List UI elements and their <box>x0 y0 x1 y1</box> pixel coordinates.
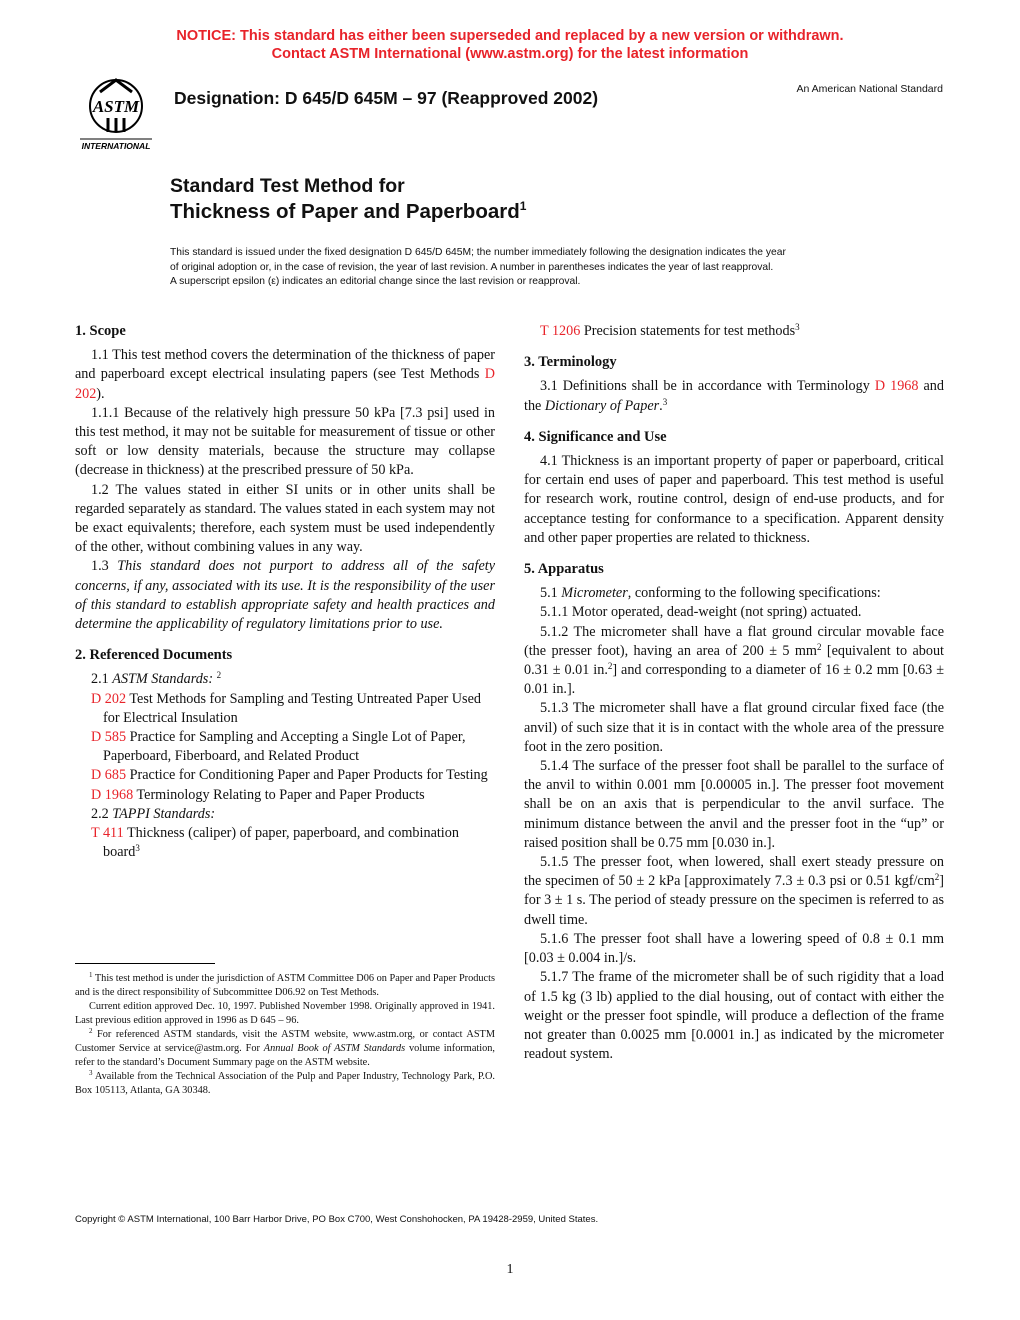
significance-heading: 4. Significance and Use <box>524 428 667 445</box>
astm-label-text: ASTM Standards: <box>112 671 214 688</box>
tappi-label-num: 2.2 <box>91 805 113 822</box>
section-apparatus <box>524 560 944 1064</box>
ref-text-t1206: Precision statements for test methods <box>583 323 796 339</box>
apparatus-5-1-5-a: 5.1.5 The presser foot, when lowered, shall exert steady pressure on the specimen of 50 ± 2 kPa [approximately 7.3 ± 0.3 psi or 0.51 kgf/cm <box>524 854 944 890</box>
ref-text-t411: Thickness (caliper) of paper, paperboard, and combination board <box>103 825 459 861</box>
terminology-sup: 3 <box>662 396 668 407</box>
ref-code-d685[interactable]: D 685 <box>91 767 127 784</box>
ref-code-t1206[interactable]: T 1206 <box>540 323 581 339</box>
withdrawn-notice <box>0 27 1020 63</box>
apparatus-5-1-2-c: ] and corresponding to a diameter of 16 ± 0.2 mm [0.63 ± 0.01 in.]. <box>524 662 944 698</box>
terminology-3-1 <box>524 377 944 415</box>
section-referenced-documents <box>75 646 495 862</box>
footnote-2 <box>75 1028 495 1070</box>
terminology-text-a: 3.1 Definitions shall be in accordance with Terminology <box>540 378 875 395</box>
designation: Designation: D 645/D 645M – 97 (Reapproved 2002) <box>174 88 599 108</box>
ref-item-d202 <box>75 690 495 728</box>
astm-standards-label <box>75 670 495 689</box>
ref-item-d685 <box>75 766 495 785</box>
apparatus-5-1-4: 5.1.4 The surface of the presser foot shall be parallel to the surface of the anvil to within 0.001 mm [0.00005 in.]. The presser foot movement shall be on an axis that is perpendicular to the anvil surface. The minimum distance between the anvil and the presser foot in the “up” or raised position shall be 0.75 mm [0.030 in.]. <box>524 758 944 851</box>
logo-sub-text: INTERNATIONAL <box>81 141 151 151</box>
copyright-notice: Copyright © ASTM International, 100 Barr Harbor Drive, PO Box C700, West Conshohocken, PA 19428-2959, United States. <box>75 1214 599 1225</box>
title-text: Thickness of Paper and Paperboard <box>170 200 520 223</box>
ref-code-d585[interactable]: D 585 <box>91 729 127 746</box>
scope-heading: 1. Scope <box>75 323 126 339</box>
apparatus-5-1-2-a: 5.1.2 The micrometer shall have a flat ground circular movable face (the presser foot), having an area of 200 ± 5 mm <box>524 623 944 659</box>
section-terminology <box>524 353 944 416</box>
apparatus-micrometer: Micrometer <box>561 585 628 602</box>
astm-label-num: 2.1 <box>91 671 113 688</box>
footnote-3-text: Available from the Technical Association of the Pulp and Paper Industry, Technology Park, P.O. Box 105113, Atlanta, GA 30348. <box>75 1071 495 1096</box>
apparatus-5-1-1: 5.1.1 Motor operated, dead-weight (not spring) actuated. <box>540 604 862 621</box>
ref-text-d685: Practice for Conditioning Paper and Paper Products for Testing <box>129 767 488 784</box>
refs-heading: 2. Referenced Documents <box>75 647 233 664</box>
logo-mark-text: ASTM <box>92 97 140 116</box>
apparatus-5-1-num: 5.1 <box>540 585 562 602</box>
footnote-3-mark: 3 <box>89 1069 93 1077</box>
ref-sup-t411: 3 <box>135 843 140 854</box>
scope-1-1-1: 1.1.1 Because of the relatively high pressure 50 kPa [7.3 psi] used in this test method, it may not be suitable for measurement of tissue or other soft or low density materials, because the structure may collapse (decrease in thickness) at the prescribed pressure of 50 kPa. <box>75 404 495 479</box>
right-column <box>524 322 944 1076</box>
notice-line-1: NOTICE: This standard has either been superseded and replaced by a new version or withdrawn. <box>176 28 844 44</box>
apparatus-5-1-5 <box>524 853 944 930</box>
ref-item-t411 <box>75 824 495 862</box>
apparatus-5-1-rest: , conforming to the following specifications: <box>627 585 881 602</box>
issuance-line-2: of original adoption or, in the case of revision, the year of last revision. A number in parentheses indicates the year of last reapproval. <box>170 261 774 273</box>
issuance-note <box>170 246 852 290</box>
ref-code-d1968[interactable]: D 1968 <box>91 786 134 803</box>
astm-label-sup: 2 <box>216 670 222 681</box>
scope-1-3 <box>75 557 495 634</box>
national-standard-label: An American National Standard <box>796 83 943 95</box>
section-tappi-continued <box>524 322 944 341</box>
title-footnote-mark: 1 <box>519 199 527 213</box>
footnotes <box>75 972 495 1098</box>
tappi-label-text: TAPPI Standards: <box>112 805 216 822</box>
scope-1-3-num: 1.3 <box>91 558 118 575</box>
footnote-2-mark: 2 <box>89 1027 93 1035</box>
link-d202[interactable]: D 202 <box>75 366 495 402</box>
footnote-divider <box>75 963 215 964</box>
apparatus-5-1-2-b: [equivalent to about 0.31 ± 0.01 in. <box>524 642 944 679</box>
apparatus-5-1 <box>524 584 944 603</box>
footnote-2-text-a: For referenced ASTM standards, visit the ASTM website, www.astm.org, or contact ASTM Customer Service at service@astm.org. For <box>75 1029 495 1054</box>
section-scope <box>75 322 495 634</box>
left-column <box>75 322 495 874</box>
page-number: 1 <box>506 1262 514 1277</box>
apparatus-5-1-3: 5.1.3 The micrometer shall have a flat ground circular fixed face (the anvil) of such size that it is in contact with the whole area of the pressure foot in the zero position. <box>524 700 944 755</box>
ref-sup-t1206: 3 <box>795 322 800 332</box>
ref-text-d1968: Terminology Relating to Paper and Paper Products <box>136 786 425 803</box>
scope-1-3-text: This standard does not purport to address all of the safety concerns, if any, associated with its use. It is the responsibility of the user of this standard to establish appropriate safety and health practices and determine the applicability of regulatory limitations prior to use. <box>75 558 495 633</box>
apparatus-5-1-2-sup1: 2 <box>816 641 822 652</box>
apparatus-5-1-2 <box>524 623 944 700</box>
apparatus-heading: 5. Apparatus <box>524 561 604 578</box>
apparatus-5-1-5-sup: 2 <box>934 872 940 883</box>
ref-item-t1206 <box>524 322 944 341</box>
footnote-1-mark: 1 <box>89 971 93 979</box>
footnote-2-italic: Annual Book of ASTM Standards <box>263 1043 406 1054</box>
scope-1-1-text: 1.1 This test method covers the determination of the thickness of paper and paperboard except electrical insulating papers (see Test Methods <box>75 347 495 383</box>
significance-4-1: 4.1 Thickness is an important property of paper or paperboard, critical for certain end uses of paper and paperboard. This test method is useful for research work, routine control, design of end-use products, and for acceptance testing for conformance to a specification. Apparent density and other paper properties are related to thickness. <box>524 453 944 546</box>
notice-line-2: Contact ASTM International (www.astm.org) for the latest information <box>271 46 749 62</box>
ref-text-d202: Test Methods for Sampling and Testing Untreated Paper Used for Electrical Insulation <box>103 690 481 726</box>
issuance-line-3: A superscript epsilon (ε) indicates an editorial change since the last revision or reapproval. <box>170 276 581 287</box>
apparatus-5-1-6: 5.1.6 The presser foot shall have a lowering speed of 0.8 ± 0.1 mm [0.03 ± 0.004 in.]/s. <box>524 930 944 967</box>
issuance-line-1: This standard is issued under the fixed designation D 645/D 645M; the number immediately following the designation indicates the year <box>170 247 786 258</box>
footnote-3 <box>75 1070 495 1098</box>
footnote-1-cont: Current edition approved Dec. 10, 1997. Published November 1998. Originally approved in 1941. Last previous edition approved in 1996 as D 645 – 96. <box>75 1001 495 1026</box>
scope-1-1 <box>75 346 495 404</box>
astm-logo-icon <box>70 72 162 154</box>
terminology-heading: 3. Terminology <box>524 354 617 371</box>
apparatus-5-1-5-b: ] for 3 ± 1 s. The period of steady pressure on the specimen is referred to as dwell time. <box>524 873 945 928</box>
apparatus-5-1-2-sup2: 2 <box>607 661 613 672</box>
terminology-text-c: . <box>659 397 663 414</box>
tappi-standards-label <box>75 805 495 824</box>
terminology-text-b: and the <box>524 378 944 414</box>
footnote-1-text: This test method is under the jurisdiction of ASTM Committee D06 on Paper and Paper Products and is the direct responsibility of Subcommittee D06.92 on Test Methods. <box>75 973 495 998</box>
title-line-2 <box>170 199 526 224</box>
terminology-dictionary: Dictionary of Paper <box>544 397 660 414</box>
title-line-1: Standard Test Method for <box>170 175 405 197</box>
ref-item-d585 <box>75 728 495 766</box>
ref-item-d1968 <box>75 786 495 805</box>
link-d1968[interactable]: D 1968 <box>874 378 919 395</box>
footnote-2-text-b: volume information, refer to the standard’s Document Summary page on the ASTM website. <box>75 1043 495 1068</box>
ref-code-t411[interactable]: T 411 <box>91 825 124 842</box>
footnote-1 <box>75 972 495 1000</box>
section-significance <box>524 428 944 548</box>
ref-text-d585: Practice for Sampling and Accepting a Single Lot of Paper, Paperboard, Fiberboard, and Related Product <box>103 729 466 765</box>
ref-code-d202[interactable]: D 202 <box>91 690 127 707</box>
scope-1-1-end: ). <box>96 385 105 402</box>
apparatus-5-1-7: 5.1.7 The frame of the micrometer shall be of such rigidity that a load of 1.5 kg (3 lb) applied to the dial housing, out of contact with either the weight or the presser foot spindle, will produce a deflection of the frame not greater than 0.0025 mm [0.0001 in.] as indicated by the micrometer readout system. <box>524 969 944 1063</box>
scope-1-2: 1.2 The values stated in either SI units or in other units shall be regarded separately as standard. The values stated in each system may not be exact equivalents; therefore, each system must be used independently of the other, without combining values in any way. <box>75 481 495 556</box>
